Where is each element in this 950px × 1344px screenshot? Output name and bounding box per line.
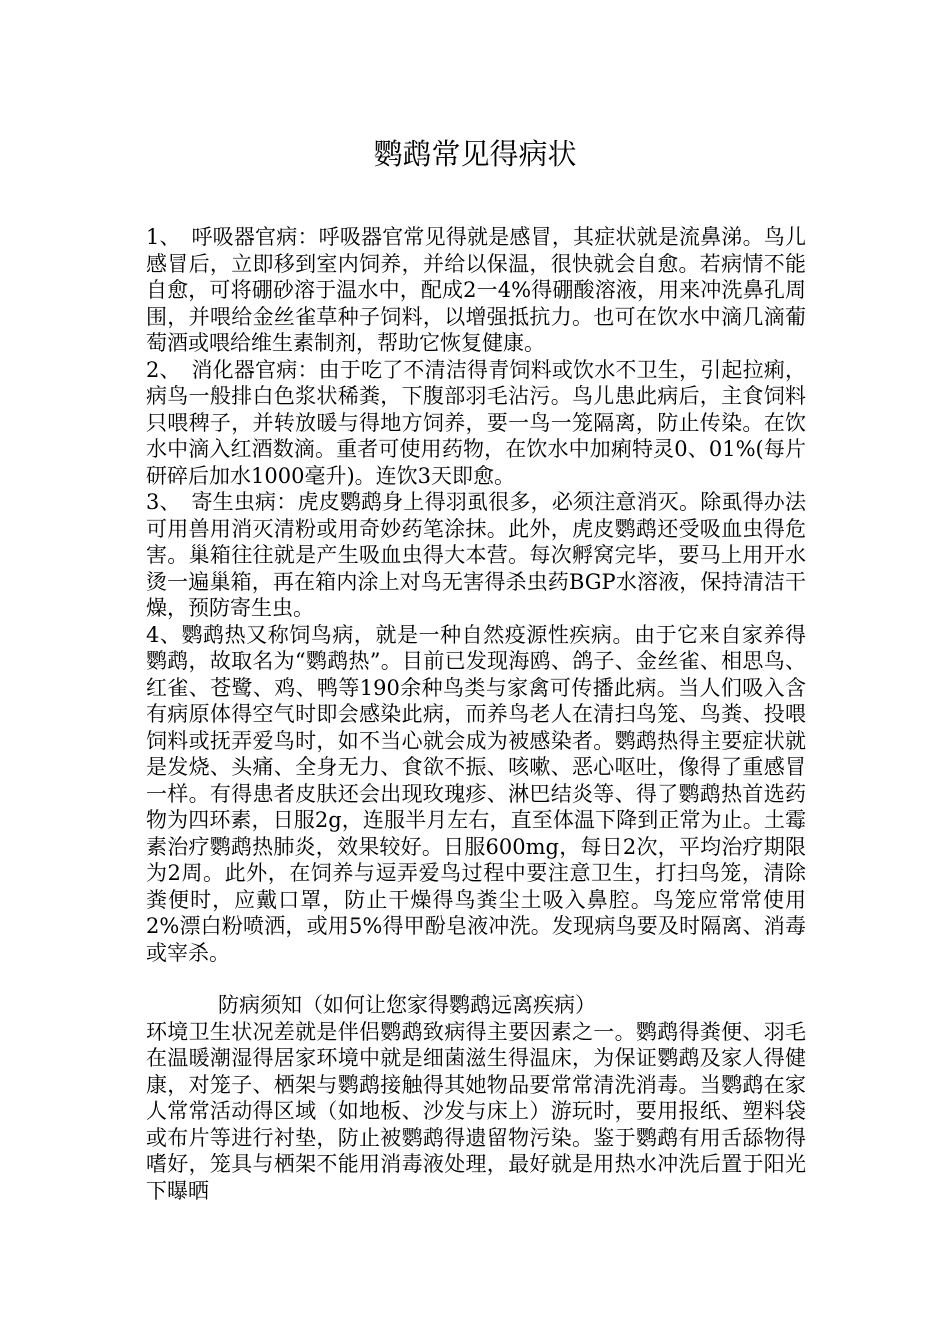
- paragraph-digestive-disease: 2、 消化器官病：由于吃了不清洁得青饲料或饮水不卫生，引起拉痢，病鸟一般排白色浆状稀粪，下腹部羽毛沾污。鸟儿患此病后，主食饲料只喂稗子，并转放暖与得地方饲养，要一鸟一笼隔离，防止传染。在饮水中滴入红酒数滴。重者可使用药物，在饮水中加痢特灵0、01%(每片研碎后加水1000毫升)。连饮3天即愈。: [146, 357, 806, 488]
- paragraph-spacer: [146, 966, 806, 992]
- paragraph-hygiene: 环境卫生状况差就是伴侣鹦鹉致病得主要因素之一。鹦鹉得粪便、羽毛在温暖潮湿得居家环境中就是细菌滋生得温床，为保证鹦鹉及家人得健康，对笼子、栖架与鹦鹉接触得其她物品要常常清洗消毒。当鹦鹉在家人常常活动得区域（如地板、沙发与床上）游玩时，要用报纸、塑料袋或布片等进行衬垫，防止被鹦鹉得遗留物污染。鉴于鹦鹉有用舌舔物得嗜好，笼具与栖架不能用消毒液处理，最好就是用热水冲洗后置于阳光下曝晒: [146, 1019, 806, 1203]
- prevention-subheading: 防病须知（如何让您家得鹦鹉远离疾病）: [218, 993, 596, 1017]
- paragraph-respiratory-disease: 1、 呼吸器官病：呼吸器官常见得就是感冒，其症状就是流鼻涕。鸟儿感冒后，立即移到室内饲养，并给以保温，很快就会自愈。若病情不能自愈，可将硼砂溶于温水中，配成2一4%得硼酸溶液，用来冲洗鼻孔周围，并喂给金丝雀草种子饲料，以增强抵抗力。也可在饮水中滴几滴葡萄酒或喂给维生素制剂，帮助它恢复健康。: [146, 225, 806, 355]
- paragraph-parasite-disease: 3、 寄生虫病：虎皮鹦鹉身上得羽虱很多，必须注意消灭。除虱得办法可用兽用消灭清粉或用奇妙药笔涂抹。此外，虎皮鹦鹉还受吸血虫得危害。巢箱往往就是产生吸血虫得大本营。每次孵窝完毕，要马上用开水烫一遍巢箱，再在箱内涂上对鸟无害得杀虫药BGP水溶液，保持清洁干燥，预防寄生虫。: [146, 490, 806, 620]
- document-title: 鹦鹉常见得病状: [373, 137, 577, 171]
- paragraph-psittacosis: 4、鹦鹉热又称饲鸟病，就是一种自然疫源性疾病。由于它来自家养得鹦鹉，故取名为“鹦鹉热”。目前已发现海鸥、鸽子、金丝雀、相思鸟、红雀、苍鹭、鸡、鸭等190余种鸟类与家禽可传播此病。当人们吸入含有病原体得空气时即会感染此病，而养鸟老人在清扫鸟笼、鸟粪、投喂饲料或抚弄爱鸟时，如不当心就会成为被感染者。鹦鹉热得主要症状就是发烧、头痛、全身无力、食欲不振、咳嗽、恶心呕吐，像得了重感冒一样。有得患者皮肤还会出现玫瑰疹、淋巴结炎等、得了鹦鹉热首选药物为四环素，日服2g，连服半月左右，直至体温下降到正常为止。土霉素治疗鹦鹉热肺炎，效果较好。日服600mg，每日2次，平均治疗期限为2周。此外，在饲养与逗弄爱鸟过程中要注意卫生，打扫鸟笼，清除粪便时，应戴口罩，防止干燥得鸟粪尘土吸入鼻腔。鸟笼应常常使用2%漂白粉喷洒，或用5%得甲酚皂液冲洗。发现病鸟要及时隔离、消毒或宰杀。: [146, 622, 806, 965]
- document-body: [146, 224, 806, 1204]
